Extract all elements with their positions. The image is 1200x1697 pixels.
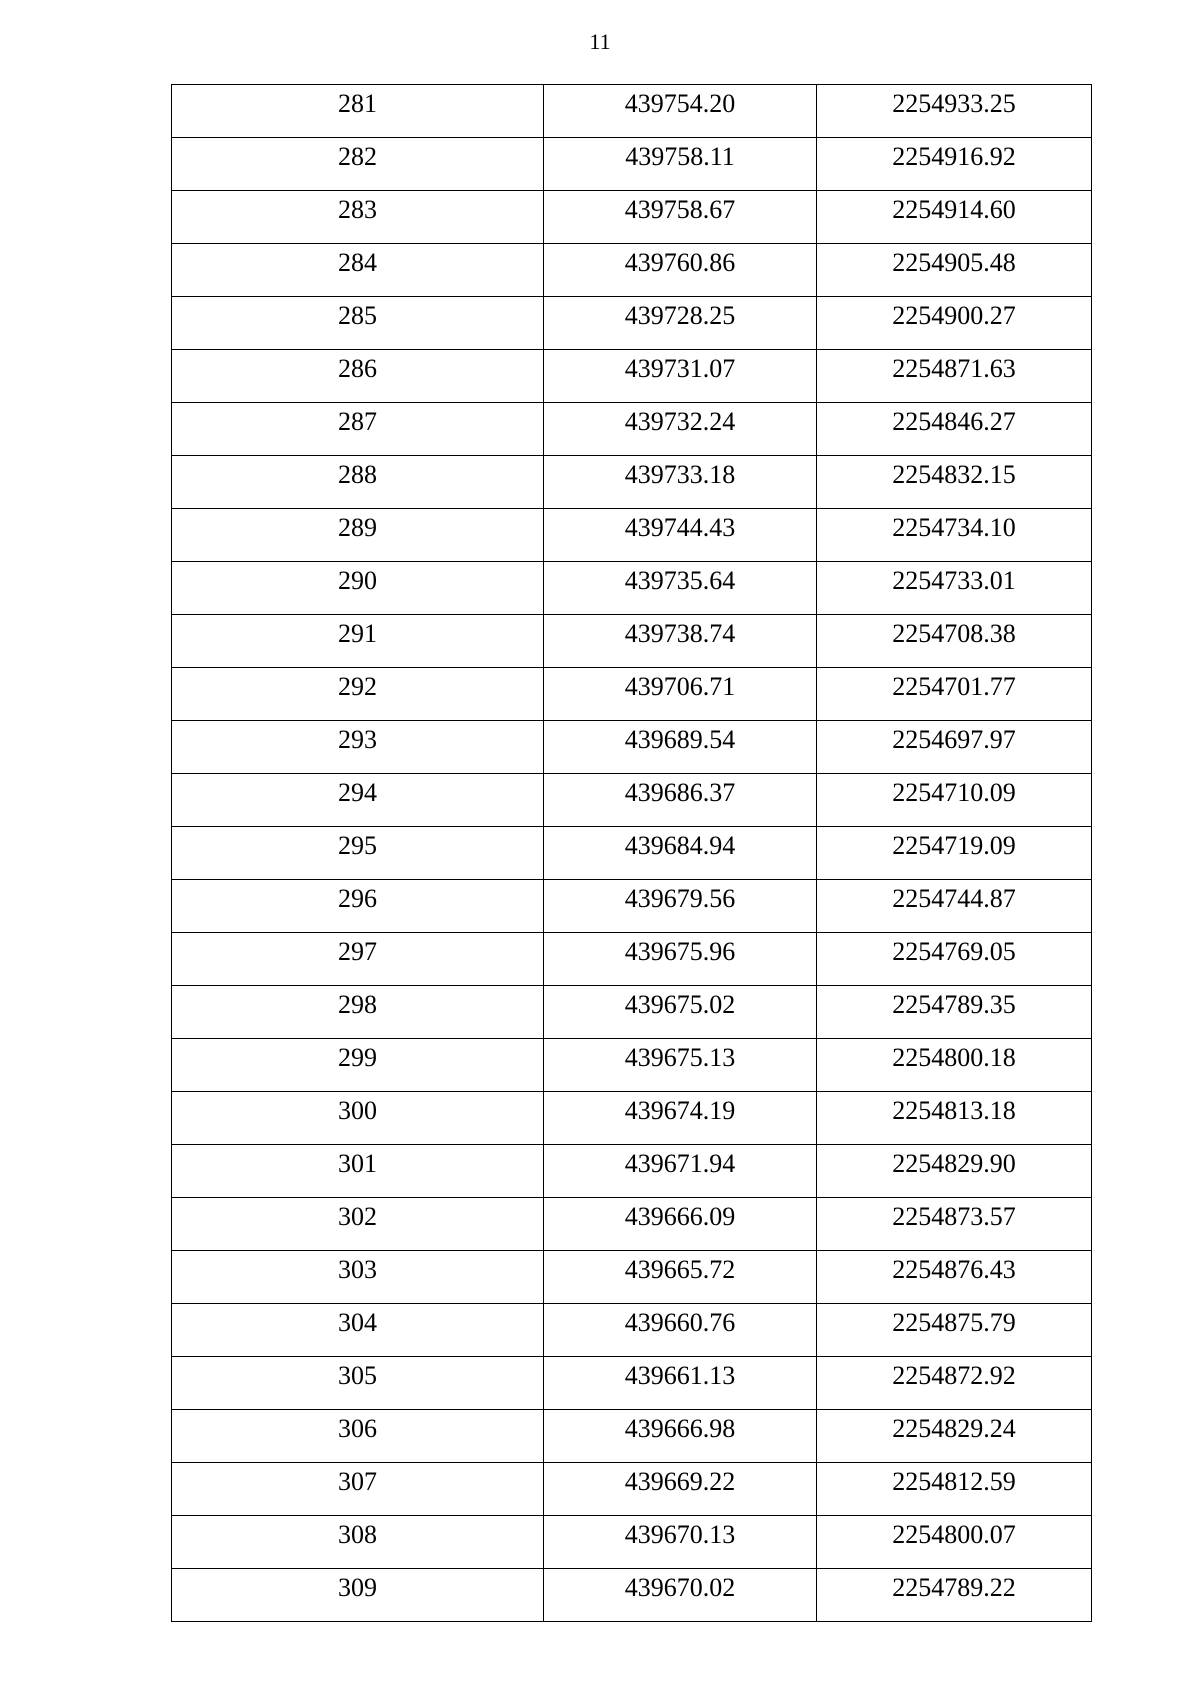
- y-coordinate-cell: 2254905.48: [817, 244, 1092, 297]
- point-number-cell: 306: [172, 1410, 544, 1463]
- y-coordinate-cell: 2254813.18: [817, 1092, 1092, 1145]
- page-number: 11: [589, 29, 611, 54]
- x-coordinate-cell: 439670.13: [544, 1516, 817, 1569]
- x-coordinate-cell: 439669.22: [544, 1463, 817, 1516]
- x-coordinate-cell: 439666.98: [544, 1410, 817, 1463]
- point-number-cell: 284: [172, 244, 544, 297]
- point-number-cell: 289: [172, 509, 544, 562]
- y-coordinate-cell: 2254719.09: [817, 827, 1092, 880]
- point-number-cell: 302: [172, 1198, 544, 1251]
- table-row: [172, 615, 1092, 668]
- x-coordinate-cell: 439661.13: [544, 1357, 817, 1410]
- point-number-cell: 298: [172, 986, 544, 1039]
- y-coordinate-cell: 2254710.09: [817, 774, 1092, 827]
- y-coordinate-cell: 2254701.77: [817, 668, 1092, 721]
- table-row: [172, 562, 1092, 615]
- table-row: [172, 1569, 1092, 1622]
- point-number-cell: 295: [172, 827, 544, 880]
- x-coordinate-cell: 439760.86: [544, 244, 817, 297]
- table-row: [172, 1516, 1092, 1569]
- x-coordinate-cell: 439675.13: [544, 1039, 817, 1092]
- table-row: [172, 138, 1092, 191]
- point-number-cell: 291: [172, 615, 544, 668]
- y-coordinate-cell: 2254734.10: [817, 509, 1092, 562]
- x-coordinate-cell: 439689.54: [544, 721, 817, 774]
- table-row: [172, 1251, 1092, 1304]
- y-coordinate-cell: 2254789.22: [817, 1569, 1092, 1622]
- point-number-cell: 297: [172, 933, 544, 986]
- y-coordinate-cell: 2254812.59: [817, 1463, 1092, 1516]
- x-coordinate-cell: 439732.24: [544, 403, 817, 456]
- x-coordinate-cell: 439666.09: [544, 1198, 817, 1251]
- y-coordinate-cell: 2254829.90: [817, 1145, 1092, 1198]
- point-number-cell: 303: [172, 1251, 544, 1304]
- coordinates-table: [171, 84, 1092, 1622]
- point-number-cell: 296: [172, 880, 544, 933]
- x-coordinate-cell: 439758.67: [544, 191, 817, 244]
- table-row: [172, 1304, 1092, 1357]
- table-row: [172, 1410, 1092, 1463]
- point-number-cell: 285: [172, 297, 544, 350]
- y-coordinate-cell: 2254846.27: [817, 403, 1092, 456]
- point-number-cell: 293: [172, 721, 544, 774]
- table-row: [172, 668, 1092, 721]
- table-row: [172, 827, 1092, 880]
- y-coordinate-cell: 2254697.97: [817, 721, 1092, 774]
- y-coordinate-cell: 2254933.25: [817, 85, 1092, 138]
- point-number-cell: 290: [172, 562, 544, 615]
- table-row: [172, 1463, 1092, 1516]
- y-coordinate-cell: 2254914.60: [817, 191, 1092, 244]
- x-coordinate-cell: 439686.37: [544, 774, 817, 827]
- coordinates-table-body: [172, 85, 1092, 1622]
- table-row: [172, 1039, 1092, 1092]
- x-coordinate-cell: 439665.72: [544, 1251, 817, 1304]
- y-coordinate-cell: 2254733.01: [817, 562, 1092, 615]
- point-number-cell: 299: [172, 1039, 544, 1092]
- point-number-cell: 292: [172, 668, 544, 721]
- x-coordinate-cell: 439675.96: [544, 933, 817, 986]
- table-row: [172, 1198, 1092, 1251]
- x-coordinate-cell: 439728.25: [544, 297, 817, 350]
- point-number-cell: 308: [172, 1516, 544, 1569]
- table-row: [172, 191, 1092, 244]
- y-coordinate-cell: 2254708.38: [817, 615, 1092, 668]
- table-row: [172, 509, 1092, 562]
- table-row: [172, 456, 1092, 509]
- point-number-cell: 288: [172, 456, 544, 509]
- point-number-cell: 286: [172, 350, 544, 403]
- x-coordinate-cell: 439744.43: [544, 509, 817, 562]
- table-row: [172, 721, 1092, 774]
- x-coordinate-cell: 439735.64: [544, 562, 817, 615]
- table-row: [172, 297, 1092, 350]
- y-coordinate-cell: 2254800.07: [817, 1516, 1092, 1569]
- point-number-cell: 304: [172, 1304, 544, 1357]
- point-number-cell: 307: [172, 1463, 544, 1516]
- table-row: [172, 85, 1092, 138]
- x-coordinate-cell: 439738.74: [544, 615, 817, 668]
- x-coordinate-cell: 439671.94: [544, 1145, 817, 1198]
- table-row: [172, 880, 1092, 933]
- point-number-cell: 283: [172, 191, 544, 244]
- table-row: [172, 774, 1092, 827]
- y-coordinate-cell: 2254832.15: [817, 456, 1092, 509]
- table-row: [172, 403, 1092, 456]
- x-coordinate-cell: 439758.11: [544, 138, 817, 191]
- x-coordinate-cell: 439660.76: [544, 1304, 817, 1357]
- table-row: [172, 350, 1092, 403]
- point-number-cell: 305: [172, 1357, 544, 1410]
- point-number-cell: 281: [172, 85, 544, 138]
- x-coordinate-cell: 439674.19: [544, 1092, 817, 1145]
- table-row: [172, 1092, 1092, 1145]
- table-row: [172, 1145, 1092, 1198]
- table-row: [172, 1357, 1092, 1410]
- y-coordinate-cell: 2254900.27: [817, 297, 1092, 350]
- x-coordinate-cell: 439675.02: [544, 986, 817, 1039]
- point-number-cell: 287: [172, 403, 544, 456]
- x-coordinate-cell: 439733.18: [544, 456, 817, 509]
- x-coordinate-cell: 439731.07: [544, 350, 817, 403]
- y-coordinate-cell: 2254829.24: [817, 1410, 1092, 1463]
- y-coordinate-cell: 2254916.92: [817, 138, 1092, 191]
- table-row: [172, 933, 1092, 986]
- table-row: [172, 986, 1092, 1039]
- point-number-cell: 294: [172, 774, 544, 827]
- y-coordinate-cell: 2254875.79: [817, 1304, 1092, 1357]
- x-coordinate-cell: 439679.56: [544, 880, 817, 933]
- point-number-cell: 301: [172, 1145, 544, 1198]
- y-coordinate-cell: 2254871.63: [817, 350, 1092, 403]
- y-coordinate-cell: 2254769.05: [817, 933, 1092, 986]
- y-coordinate-cell: 2254872.92: [817, 1357, 1092, 1410]
- point-number-cell: 282: [172, 138, 544, 191]
- x-coordinate-cell: 439754.20: [544, 85, 817, 138]
- y-coordinate-cell: 2254873.57: [817, 1198, 1092, 1251]
- y-coordinate-cell: 2254744.87: [817, 880, 1092, 933]
- y-coordinate-cell: 2254789.35: [817, 986, 1092, 1039]
- x-coordinate-cell: 439670.02: [544, 1569, 817, 1622]
- point-number-cell: 309: [172, 1569, 544, 1622]
- point-number-cell: 300: [172, 1092, 544, 1145]
- x-coordinate-cell: 439684.94: [544, 827, 817, 880]
- y-coordinate-cell: 2254800.18: [817, 1039, 1092, 1092]
- x-coordinate-cell: 439706.71: [544, 668, 817, 721]
- y-coordinate-cell: 2254876.43: [817, 1251, 1092, 1304]
- table-row: [172, 244, 1092, 297]
